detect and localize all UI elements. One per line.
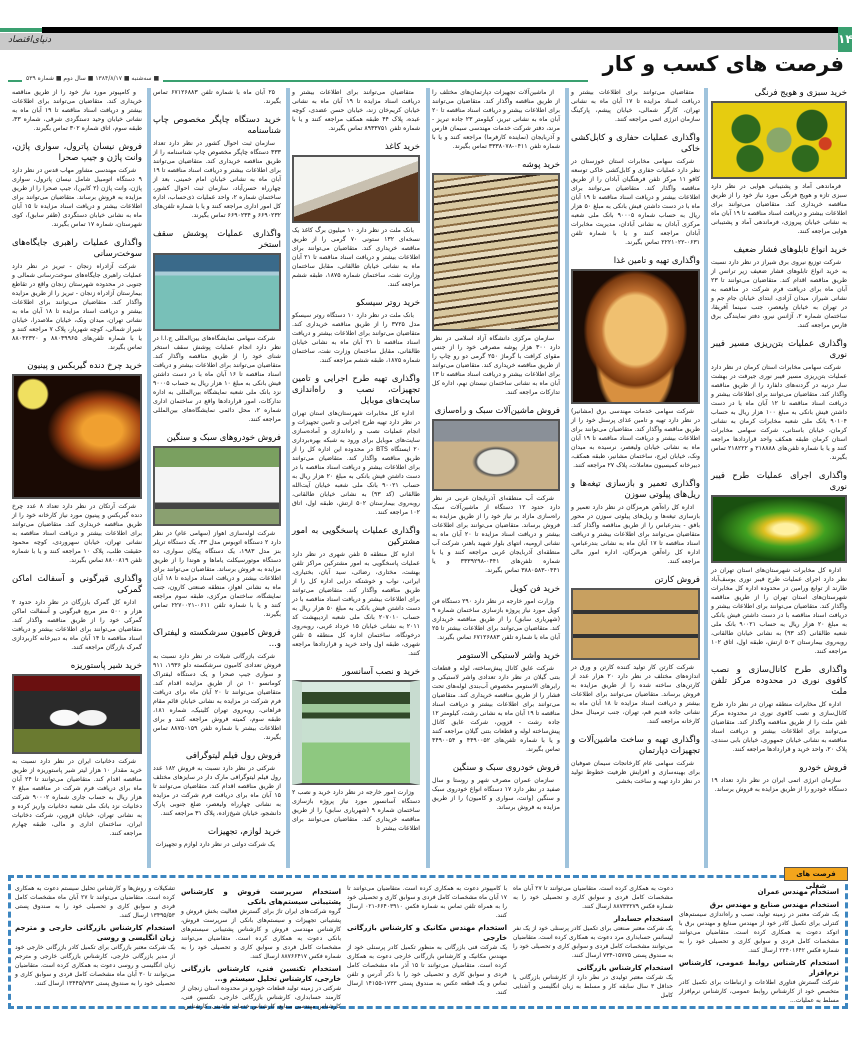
article-body: متقاضیان می‌توانند برای اطلاعات بیشتر و دریافت اسناد مزایده تا ۱۹ آبان ماه به نشانی خیابان کریم‌خان زند، خیابان حسن عضدی، کوچه عبده، پلاک ۴۴ طبقه همکف مراجعه کنند و یا با شماره تلفن ۸۹۳۳۷۵۱ تماس بگیرند.: [292, 89, 421, 132]
news-article: [711, 471, 847, 656]
job-title: استخدام مهندس مکانیک و کارشناس بازرگانی خارجی: [347, 924, 507, 942]
article-body: شرکت توزیع نیروی برق شیراز در نظر دارد نسبت به خرید انواع تابلوهای فشار ضعیف زیر ترانس از طریق مناقصه اقدام کند. متقاضیان می‌توانند تا ۲۳ آبان ماه برای دریافت فرم شرکت در مناقصه به نشانی شیراز، میدان آزادی، ابتدای خیابان جام جم و در تهران به خیابان ولیعصر، جنب سینما آفریقا، ساختمان شماره ۲، آژانس نیرو، دفتر نمایندگی برق فارس مراجعه کنند.: [711, 259, 847, 329]
article-body: شرکت سهامی عام کارخانجات سیمان صوفیان برای بهینه‌سازی و افزایش ظرفیت خطوط تولید در نظر دارد تهیه و ساخت بخشی: [571, 760, 700, 785]
article-headline: واگذاری طرح کانال‌سازی و نصب کافوی نوری در محدوده مرکز تلفن ملت: [711, 665, 847, 697]
news-article: [153, 115, 281, 220]
article-body: یک شرکت دولتی در نظر دارد لوازم و تجهیزات: [155, 841, 275, 848]
news-article: [153, 751, 281, 818]
article-body: شرکت آب منطقه‌ای آذربایجان غربی در نظر دارد حدود ۱۲ دستگاه از ماشین‌آلات سبک راه‌سازی مازاد بر نیاز خود را از طریق مزایده به فروش برساند. متقاضیان می‌توانند برای اطلاعات بیشتر و دریافت اسناد مزایده تا ۲۰ آبان ماه به نشانی ارومیه، انتهای بلوار شهید باهنر، شرکت آب منطقه‌ای آذربایجان غربی مراجعه کنند و یا با شماره تلفن‌های ۰۴۴۱-۳۳۳۹۲۹۸ و یا ۰۴۴۱-۳۸۸۰۵۸۳ تماس بگیرند.: [432, 495, 560, 574]
news-article: [571, 575, 700, 726]
news-article: [153, 88, 281, 106]
article-headline: خرید پوشه: [522, 160, 560, 170]
article-headline: واگذاری تهیه و ساخت ماشین‌آلات و تجهیزات دپارتمان: [571, 735, 700, 756]
news-article: [292, 142, 420, 289]
article-body: شرکت دخانیات ایران در نظر دارد نسبت به خرید مقدار ۱۰ هزار لیتر شیر پاستوریزه از طریق مناقصه اقدام کند. متقاضیان می‌توانند تا ۲۴ آبان ماه برای دریافت فرم شرکت در مناقصه مبلغ ۲ هزار ریال به حساب جاری شماره ۹۰۰۰۲ شرکت دخانیات نزد بانک ملی شعبه دخانیات واریز کرده و به نشانی تهران، خیابان قزوین، شرکت دخانیات ایران، ساختمان اداری و مالی، طبقه چهارم مراجعه کنند.: [12, 758, 143, 837]
job-description: یک شرکت معتبر تولیدی در نظر دارد از کارشناس بازرگانی با حداقل ۳ سال سابقه کار و مسلط به زبان انگلیسی و آشنایی کامل: [513, 974, 673, 999]
news-article: [711, 763, 847, 794]
article-body: شرکت عایق کانال پیش‌ساخته، لوله و قطعات بتنی گیلان در نظر دارد تعدادی واشر لاستیکی و رابرهای الاستومر مخصوص آب‌بندی لوله‌های تحت فشار را از طریق مناقصه خریداری کند. متقاضیان می‌توانند برای اطلاعات بیشتر و دریافت اسناد مناقصه تا ۱۹ آبان ماه به نشانی رشت، کیلومتر ۱۲ جاده رشت - قزوین، شرکت عایق کانال پیش‌ساخته لوله و قطعات بتنی گیلان مراجعه کنند و یا با شماره تلفن‌های ۴۴۹۰۰۵۲ و ۴۴۹۰۰۵۴ تماس بگیرند.: [432, 665, 561, 753]
article-body: و کامپیوتر مورد نیاز خود را از طریق مناقصه خریداری کند. متقاضیان می‌توانند برای اطلاعات بیشتر و دریافت اسناد مناقصه تا ۱۹ آبان ماه به نشانی خیابان وحید دستگردی شرقی، شماره ۳۳، طبقه سوم، اتاق شماره ۳۰۲ تماس بگیرند.: [12, 89, 142, 132]
article-headline: خرید کاغذ: [384, 142, 420, 152]
cartons-photo: [571, 588, 700, 660]
news-article: [12, 361, 142, 565]
news-article: [711, 339, 847, 462]
news-article: [432, 651, 560, 754]
news-article: [432, 160, 560, 397]
news-article: [12, 88, 142, 133]
news-article: [711, 665, 847, 754]
news-article: [292, 667, 420, 833]
article-headline: فروش رول فیلم لیتوگرافی: [185, 751, 281, 761]
paper-photo: [292, 155, 420, 223]
news-article: [153, 628, 281, 742]
news-article: [711, 245, 847, 330]
article-body: سازمان انرژی اتمی ایران در نظر دارد تعداد ۱۹ دستگاه خودرو را از طریق مزایده به فروش برساند.: [711, 777, 847, 793]
page-title: فرصت های کسب و کار: [602, 52, 844, 76]
article-headline: خرید فن کویل: [510, 584, 560, 594]
news-article: [432, 584, 560, 642]
article-body: سازمان ثبت احوال کشور در نظر دارد تعداد ۳۳۳ دستگاه چاپگر مخصوص چاپ شناسنامه را از طریق مناقصه خریداری کند. متقاضیان می‌توانند برای اطلاعات بیشتر و دریافت اسناد مناقصه تا ۱۹ آبان ماه به نشانی خیابان امام خمینی، بعد از چهارراه حسن‌آباد، سازمان ثبت احوال کشور، ساختمان شماره ۲، واحد عملیات ذی‌حساب، اداره کل امور اداری مراجعه کنند و یا با شماره تلفن‌های ۶۶۹۰۲۳۲ و ۶۶۹۰۲۳۴ تماس بگیرند.: [153, 140, 281, 219]
job-title: استخدام مهندس صنایع و مهندس برق: [709, 901, 839, 909]
jobs-column: [181, 884, 341, 1010]
news-column: [153, 88, 281, 868]
job-title: استخدام سرپرست فروش و کارشناس پشتیبانی سیستم‌های بانکی: [181, 888, 341, 906]
news-column: [711, 88, 847, 868]
news-article: [12, 574, 142, 652]
article-headline: فروش ماشین‌آلات سبک و راه‌سازی: [434, 406, 560, 416]
job-description: یک شرکت معتبر صنعتی برای تکمیل کادر پرسنلی خود از یک نفر لیسانس حسابداری مرد دعوت به همکاری کرده است. متقاضیان می‌توانند مشخصات کامل فردی و سوابق کاری و تحصیلی خود را به صندوق پستی ۱۵۷۷۵-۷۳۴ ارسال کنند.: [513, 925, 673, 959]
article-headline: واگذاری تهیه و تامین غذا: [613, 256, 700, 266]
article-headline: خرید لوازم، تجهیزات: [207, 827, 281, 837]
article-headline: فروش کارتن: [654, 575, 700, 585]
article-headline: واگذاری عملیات پوشش سقف استخر: [153, 229, 281, 250]
vegetables-photo: [711, 101, 847, 179]
article-headline: فروش کامیون سرشکسته و لیفتراک و...: [153, 628, 281, 649]
column-divider: [426, 88, 430, 868]
folders-photo: [432, 173, 560, 331]
jobs-column: [679, 884, 839, 1004]
article-body: از ماشین‌آلات تجهیزات دپارتمان‌های مختلف را از طریق مناقصه واگذار کند. متقاضیان می‌توانند برای اطلاعات بیشتر و دریافت اسناد مناقصه تا ۲۰ آبان ماه به نشانی تبریز، کیلومتر ۲۳ جاده تبریز - مرند، دفتر شرکت خدمات مهندسی سیمان فارس و آذربایجان (نماینده کارفرما) مراجعه کنند و یا با شماره تلفن ۰۴۱۱-۳۳۳۸۰۷۸ تماس بگیرند.: [432, 89, 561, 150]
news-article: [432, 763, 560, 812]
article-headline: واگذاری عملیات حفاری و کابل‌کشی خاکی: [571, 133, 700, 154]
article-body: بانک ملت در نظر دارد ۱۰ دستگاه روتر سیسکو مدل ۳۷۲۵ را از طریق مناقصه خریداری کند. متقاضیان می‌توانند برای اطلاعات بیشتر و دریافت اسناد مناقصه تا ۲۱ آبان ماه به نشانی خیابان طالقانی، مقابل ساختمان وزارت نفت، ساختمان شماره ۱۸۷۵، طبقه ششم مراجعه کنند.: [292, 312, 420, 364]
food-photo: [571, 269, 700, 404]
news-article: [292, 374, 420, 517]
article-headline: فروش خودروی سبک و سنگین: [452, 763, 560, 773]
issue-info: ■ سه‌شنبه ■ ۱۳۸۴/۸/۱۷ ■ سال دوم ■ شماره ۵۳۹: [22, 75, 163, 82]
news-article: [12, 238, 142, 352]
article-body: شرکت لوله‌سازی اهواز (سهامی عام) در نظر دارد ۲ دستگاه اتوبوس مدل ۴۳، یک دستگاه تریلر بنز مدل ۱۹۸۳، یک دستگاه پیکان سواری، ده دستگاه موتورسیکلت یاماها و هوندا را از طریق مزایده به فروش برساند. متقاضیان می‌توانند برای اطلاعات بیشتر و دریافت اسناد مزایده تا ۱۸ آبان ماه به نشانی اهواز، منطقه صنعتی کارون، جنب نمایشگاه، ساختمان مرکزی، طبقه سوم مراجعه کنند و یا با شماره تلفن ۰۶۱۱-۲۲۷۰۰۲۱ تماس بگیرند.: [153, 530, 281, 618]
news-article: [12, 661, 142, 838]
news-article: [292, 526, 420, 658]
news-article: [153, 827, 281, 849]
news-article: [432, 406, 560, 575]
column-divider: [704, 88, 708, 868]
news-article: [292, 298, 420, 365]
job-description: دعوت به همکاری کرده است. متقاضیان می‌توانند تا ۲۷ آبان ماه مشخصات کامل فردی و سوابق کاری و تحصیلی خود را به شماره فکس ۸۸۷۳۳۲۷۹ ارسال کنند.: [513, 885, 674, 910]
news-article: [153, 433, 281, 619]
article-headline: خرید واشر لاستیکی الاستومر: [457, 651, 560, 661]
job-title: استخدام مهندس عمران: [757, 888, 839, 896]
article-body: شرکت سهامی مخابرات استان کرمان در نظر دارد عملیات بتن‌ریزی مسیر فیبر نوری جیرفت در بهشت سار درنیه در گردنه‌های دلفارد را از طریق مناقصه واگذار کند. متقاضیان می‌توانند برای اطلاعات بیشتر و دریافت اسناد مناقصه تا ۱۲ آبان ماه با در دست داشتن فیش بانکی به مبلغ ۱۰۰ هزار ریال به حساب ۹۰۱۰۴ بانک ملی شعبه مخابرات کرمان به نشانی کرمان، خیابان باستانی، شرکت سهامی مخابرات استان کرمان طبقه همکف واحد قراردادها مراجعه کنند و یا با شماره تلفن‌های ۲۱۸۸۸۸ و ۲۱۸۲۲۲ تماس بگیرند.: [711, 364, 848, 461]
article-body: شرکت سهامی نمایشگاه‌های بین‌المللی ج.ا.ا در نظر دارد انجام عملیات پوشش سقف استخر شنای خود را از طریق مناقصه واگذار کند. متقاضیان می‌توانند برای اطلاعات بیشتر و دریافت اسناد مناقصه تا ۱۶ آبان ماه با در دست داشتن فیش بانکی به مبلغ ۱۰ هزار ریال به حساب ۹۰۰۰۵ نزد بانک ملی شعبه نمایشگاه بین‌المللی به اداره تدارکات، امور قراردادها واقع در ساختمان اداری شماره ۲، محل دائمی نمایشگاه‌های بین‌المللی مراجعه کنند.: [153, 335, 282, 423]
article-body: سازمان عمران مصرف شهر و روستا و سال صفید در نظر دارد ۱۷ دستگاه انواع خودروی سبک و سنگین (وانت، سواری و کامیون) را از طریق مزایده به فروش برساند.: [432, 777, 560, 811]
jobs-section-label: فرصت های شغلی: [784, 867, 848, 881]
bulldozer-photo: [432, 419, 560, 491]
article-body: شرکت آزادراه زنجان - تبریز در نظر دارد عملیات راهبری جایگاه‌های سوخت‌رسانی شمالی و جنوبی در محدوده شهرستان زنجان واقع در تقاطع بیمارستان آزادراه زنجان - تبریز را از طریق مزایده واگذار کند. متقاضیان می‌توانند برای اطلاعات بیشتر و دریافت اسناد مزایده تا ۱۸ آبان ماه به نشانی تهران، میدان ونک، خیابان ملاصدرا، خیابان شیراز شمالی، کوچه شهریار، پلاک ۷ مراجعه کنند و یا با شماره تلفن‌های ۸۸۰۳۹۹۶۵ و ۸۸۰۴۲۳۲۰ تماس بگیرند.: [12, 263, 143, 351]
article-headline: خرید شیر پاستوریزه: [70, 661, 142, 671]
jobs-section: [8, 875, 848, 1009]
column-divider: [147, 88, 151, 868]
news-column: [292, 88, 420, 868]
article-body: سازمان مرکزی دانشگاه آزاد اسلامی در نظر دارد ۳۰۰ هزار پوشه مصرفی خود را از جنس مقوای کرافت با گرماژ ۲۵۰ گرمی دو رو چاپ را از طریق مناقصه خریداری کند. متقاضیان می‌توانند برای اطلاعات بیشتر و دریافت اسناد مناقصه تا ۱۳ آبان ماه به نشانی ساختمان نیستان نهم، اداره کل تدارکات مراجعه کنند.: [432, 335, 560, 396]
news-article: [571, 256, 700, 470]
article-body: شرکت کارتن کار تولید کننده کارتن و ورق در اندازه‌های مختلف در نظر دارد ۲۰ هزار عدد از کارتن‌های ساخته شده را از طریق مزایده به فروش برساند. متقاضیان می‌توانند برای اطلاعات بیشتر و دریافت اسناد مزایده تا ۱۸ آبان ماه به نشانی جاده قدیم قم، تهران، جنب ترمینال محل کارخانه مراجعه کنند.: [571, 664, 701, 725]
article-headline: خرید روتر سیسکو: [356, 298, 420, 308]
jobs-column: [15, 884, 175, 1004]
article-headline: خرید سبزی و هویج فرنگی: [754, 88, 847, 98]
article-body: اداره کل مخابرات شهرستان‌های استان تهران در نظر دارد تهیه طرح اجرایی و تامین تجهیزات و انجام عملیات نصب و راه‌اندازی و آماده‌سازی سایت‌های موبایل برای ورود به شبکه بهره‌برداری ۲۰ ایستگاه BTS در محدوده این اداره کل را از طریق مناقصه واگذار کند. متقاضیان می‌توانند برای اطلاعات بیشتر و دریافت اسناد مناقصه با در دست داشتن فیش بانکی به مبلغ ۲۰ هزار ریال به حساب ۹۰۰۲۱ بانک ملی شعبه خیابان آیت‌الله طالقانی (کد ۹۳) به نشانی خیابان طالقانی، روبه‌روی بیمارستان ۵۰۲ ارتش، طبقه اول، اتاق ۱۰۲ مراجعه کنند.: [292, 410, 421, 516]
article-body: بانک ملت در نظر دارد ۱۰ میلیون برگ کاغذ یک نسخه‌ای ۱۳۲ ستونی ۷۰ گرمی را از طریق مناقصه خریداری کند. متقاضیان می‌توانند برای اطلاعات بیشتر و دریافت اسناد مناقصه تا ۲۱ آبان ماه به نشانی خیابان طالقانی، مقابل ساختمان وزارت نفت، ساختمان شماره ۱۸۷۵، طبقه ششم مراجعه کنند.: [292, 227, 420, 288]
article-body: شرکتی در نظر دارد نسبت به فروش ۱۸۲ عدد رول فیلم لیتوگرافی مارک دار در سایزهای مختلف از طریق مناقصه اقدام کند. متقاضیان می‌توانند تا ۱۵ آبان ماه برای دریافت فرم شرکت در مزایده به نشانی چهارراه ولیعصر، ضلع جنوبی پارک دانشجو، خیابان شیخ‌زاده، پلاک ۳۱ مراجعه کنند.: [153, 765, 281, 817]
newspaper-logo: دنیای‌اقتصاد: [8, 35, 52, 45]
article-body: ۲۵ آبان ماه با شماره تلفن ۶۷۱۲۶۸۸۳ تماس بگیرند.: [153, 89, 281, 105]
article-body: فرماندهی آماد و پشتیبانی هوایی در نظر دارد سبزی تازه و هویج فرنگی مورد نیاز خود را از طریق مناقصه خریداری کند. متقاضیان می‌توانند برای اطلاعات بیشتر و دریافت اسناد مناقصه تا ۱۹ آبان ماه به نشانی خیابان پیروزی، فرماندهی آماد و پشتیبانی هوایی مراجعه کنند.: [711, 183, 848, 235]
job-title: استخدام کارشناس روابط عمومی، کارشناس نرم‌افزار: [679, 959, 839, 977]
article-body: شرکت سهامی خدمات مهندسی برق (مشانیر) در نظر دارد تهیه و تامین غذای پرسنل خود را از طریق مناقصه واگذار کند. متقاضیان می‌توانند برای اطلاعات بیشتر و دریافت اسناد مناقصه تا ۱۹ آبان ماه به نشانی خیابان ولیعصر، نرسیده به میدان ونک، خیابان ایرج، ساختمان مشانیر، طبقه همکف، دبیرخانه کمیسیون معاملات، پلاک ۲۷ مراجعه کنند.: [571, 408, 700, 469]
news-column: [12, 88, 142, 868]
news-article: [432, 88, 560, 151]
article-body: متقاضیان می‌توانند برای اطلاعات بیشتر و دریافت اسناد مزایده تا ۱۷ آبان ماه به نشانی تهران، کارگر شمالی، خیابان پیشم، پارکینگ سازمان انرژی اتمی مراجعه کنند.: [571, 89, 700, 123]
header-band: [0, 33, 838, 50]
article-headline: واگذاری عملیات راهبری جایگاه‌های سوخت‌رسانی: [12, 238, 142, 259]
job-title: استخدام تکنسین فنی، کارشناس بازرگانی خارجی، کارشناس تحلیل سیستم و...: [181, 965, 341, 983]
column-divider: [565, 88, 569, 868]
job-description: شرکت گسترش فناوری اطلاعات و ارتباطات برای تکمیل کادر متخصص خود از کارشناس روابط عمومی، کارشناس نرم‌افزار مسلط به عملیات...: [679, 979, 839, 1004]
article-headline: فروش خودروهای سبک و سنگین: [166, 433, 281, 443]
article-body: اداره کل گمرک بازرگان در نظر دارد حدود ۲ هزار و ۵۰۰ متر مربع قیرگونی و آسفالت اماکن گمرکی خود را از طریق مناقصه واگذار کند. متقاضیان می‌توانند برای اطلاعات بیشتر و دریافت اسناد مناقصه تا ۱۴ آبان ماه به دبیرخانه کاربردازی گمرک بازرگان مراجعه کنند.: [12, 599, 143, 651]
job-description: تشکیلات و روش‌ها و کارشناس تحلیل سیستم دعوت به همکاری کرده است. متقاضیان می‌توانند تا ۲۷ آبان ماه مشخصات کامل فردی و سوابق کاری و تحصیلی خود را به صندوق پستی ۱۳۴۹۵/۵۳ ارسال کنند.: [15, 885, 175, 919]
article-headline: واگذاری عملیات پاسخگویی به امور مشترکین: [292, 526, 420, 547]
article-headline: خرید دستگاه چاپگر مخصوص چاپ شناسنامه: [153, 115, 281, 136]
news-column: [571, 88, 700, 868]
job-title: استخدام کارشناس بازرگانی خارجی و مترجم زبان انگلیسی و روسی: [15, 924, 175, 942]
jobs-column: [513, 884, 673, 1004]
job-description: شرکتی در زمینه تولید قطعات خودرو در محدوده استان زنجان از کارمند حسابداری، کارشناس بازرگانی خارجی، تکنسین فنی، کارشناس مهندسی صنایع، کارشناس خدمات ماشینی، کارشناس: [181, 985, 341, 1010]
job-description: یک شرکت معتبر در زمینه تولید، نصب و راه‌اندازی سیستم‌های کنترلی برای تکمیل کادر خود از مهندس صنایع و مهندس برق با اتوکد دعوت به همکاری کرده است. متقاضیان می‌توانند مشخصات کامل فردی و سوابق کاری و تحصیلی خود را به شماره فکس ۲۲۴۰۱۶۴۲ ارسال کنند.: [679, 911, 839, 954]
article-headline: واگذاری قیرگونی و آسفالت اماکن گمرکی: [12, 574, 142, 595]
news-article: [292, 88, 420, 133]
article-body: شرکت آرتکان در نظر دارد تعداد ۸ عدد چرخ دنده گیربکس و پینیون مورد نیاز کارخانه خود را از طریق مناقصه خریداری کند. متقاضیان می‌توانند برای اطلاعات بیشتر و دریافت اسناد مناقصه به نشانی تهران، خیابان سهروردی، کوچه محمود حقیقت طلب، پلاک ۱۰ مراجعه کنند و یا با شماره تلفن ۸۸۰۰۸۱۹ تماس بگیرند.: [12, 503, 142, 564]
article-headline: واگذاری اجرای عملیات طرح فیبر نوری: [711, 471, 847, 492]
news-article: [571, 133, 700, 247]
page-number: ۱۴: [838, 27, 852, 52]
news-article: [571, 479, 700, 566]
elevator-photo: [292, 680, 420, 785]
article-headline: خرید و نصب آسانسور: [342, 667, 420, 677]
job-title: استخدام کارشناس بازرگانی: [576, 964, 673, 972]
article-headline: فروش نیسان پاترول، سواری پاژن، وانت پاژن و جیپ صحرا: [12, 142, 142, 163]
news-article: [12, 142, 142, 229]
article-body: وزارت امور خارجه در نظر دارد ۲۹۰ دستگاه فن کویل مورد نیاز پروژه بازسازی ساختمان شماره ۹ (شهریاری سابق) را از طریق مناقصه خریداری کند. متقاضیان می‌توانند برای اطلاعات بیشتر تا ۲۵ آبان ماه با شماره تلفن ۶۷۱۲۶۸۸۳ تماس بگیرند.: [432, 598, 560, 641]
jobs-column: [347, 884, 507, 1004]
article-headline: واگذاری عملیات بتن‌ریزی مسیر فیبر نوری: [711, 339, 847, 360]
job-title: استخدام حسابدار: [613, 915, 673, 923]
news-article: [571, 735, 700, 786]
job-description: یک شرکت معتبر بازرگانی برای تکمیل کادر بازرگانی خارجی خود از مدیر بازرگانی خارجی، کارشناس بازرگانی خارجی و مترجم زبان انگلیسی و روسی دعوت به همکاری کرده است. متقاضیان می‌توانند تا ۳۰ آبان ماه مشخصات کامل فردی و سوابق کاری و تحصیلی خود را به صندوق پستی ۱۳۴۴۵/۷۹۳ ارسال کنند.: [15, 944, 175, 987]
news-column: [432, 88, 560, 868]
article-body: وزارت امور خارجه در نظر دارد خرید و نصب ۲ دستگاه آسانسور مورد نیاز پروژه بازسازی ساختمان شماره ۹ (شهریاری سابق) را از طریق مناقصه خریداری کند. متقاضیان می‌توانند برای اطلاعات بیشتر تا: [292, 789, 420, 832]
article-body: اداره کل راه‌آهن هرمزگان در نظر دارد تعمیر و بازسازی تیغه‌ها و ریل‌های پیلوتی سوزن در محور بافق - بندرعباس را از طریق مناقصه واگذار کند. متقاضیان می‌توانند برای اطلاعات بیشتر و دریافت اسناد مناقصه تا ۱۷ آبان ماه به نشانی بندرعباس، اداره کل راه‌آهن هرمزگان، اداره امور مالی مراجعه کنند.: [571, 504, 700, 565]
job-description: با کامپیوتر دعوت به همکاری کرده است. متقاضیان می‌توانند تا ۱۷ آبان ماه مشخصات کامل فردی و سوابق کاری و تحصیلی خود را به همراه تلفن تماس به شماره فکس ۶۶۴۰۳۹۱۰-۰۲۱ ارسال کنند.: [347, 885, 507, 919]
fiber-photo: [711, 495, 847, 563]
article-headline: واگذاری تعمیر و بازسازی تیغه‌ها و ریل‌های پیلوتی سوزن: [571, 479, 700, 500]
article-body: اداره کل مخابرات منطقه تهران در نظر دارد طرح کانال‌سازی و نصب کافوی نوری در محدوده مرکز تلفن ملت را از طریق مناقصه واگذار کند. متقاضیان می‌توانند برای اطلاعات بیشتر و دریافت اسناد مناقصه به نشانی خیابان جمهوری، خیابان بابی سندی، پلاک ۲۰، واحد خرید و قراردادها مراجعه کنند.: [711, 701, 847, 753]
column-divider: [286, 88, 290, 868]
article-headline: خرید چرخ دنده گیربکس و پینیون: [27, 361, 142, 371]
article-body: اداره کل منطقه ۵ تلفن شهری در نظر دارد عملیات پاسخگویی به امور مشترکین مراکز تلفن بهشت، مختاری، رضائی، سید آبان، بختیاری، ایرانی، نواب و خوشتکه درایی اداره کل را از طریق مناقصه واگذار کند. متقاضیان می‌توانند برای اطلاعات بیشتر و دریافت اسناد مناقصه با در دست داشتن فیش بانکی به مبلغ ۵۰ هزار ریال به حساب ۲۰۷۰۱۰ بانک ملی شعبه اردیبهشت کد ۲۰۱۱ به نشانی خیابان ۱۵ خرداد غربی، روبه‌روی درخونگاه، ساختمان اداره کل منطقه ۵ تلفن شهری، طبقه اول واحد خرید و قراردادها مراجعه کنند.: [292, 551, 421, 657]
pool-photo: [153, 253, 281, 331]
article-body: شرکت سهامی مخابرات استان خوزستان در نظر دارد عملیات حفاری و کابل‌کشی خاکی توسعه کافو ۱۱ مرکز تلفن فرهنگیان آبادان را از طریق مناقصه واگذار کند. متقاضیان می‌توانند برای اطلاعات بیشتر و دریافت اسناد مناقصه تا ۱۹ آبان ماه با در دست داشتن فیش بانکی به مبلغ ۵۰ هزار ریال به حساب شماره ۹۰۰۰۵ بانک ملی شعبه مرکزی آبادان به نشانی آبادان، مدیریت مخابرات آبادان مراجعه کنند و یا با شماره تلفن ۰۶۳۱-۲۲۲۱۰۲۲ تماس بگیرند.: [571, 158, 700, 246]
article-headline: فروش خودرو: [799, 763, 847, 773]
article-headline: خرید انواع تابلوهای فشار ضعیف: [733, 245, 847, 255]
job-description: یک شرکت فنی بازرگانی به منظور تکمیل کادر پرسنلی خود از مهندس مکانیک و کارشناس بازرگانی خارجی دعوت به همکاری کرده است. متقاضیان می‌توانند تا ۱۵ آذر ماه مشخصات کامل فردی و سوابق کاری و تحصیلی خود را با ذکر آدرس و تلفن تماس و یک قطعه عکس به صندوق پستی ۱۷۳۳-۱۴۱۵۵ ارسال کنند.: [347, 944, 507, 996]
article-body: شرکت مهندسی مشاور مهاب قدس در نظر دارد ۹ دستگاه اتومبیل شامل نیسان پاترول، سواری پاژن، وانت پاژن (۲ کابین)، جیپ صحرا را از طریق مزایده به فروش برساند. متقاضیان می‌توانند برای اطلاعات بیشتر و دریافت اسناد مزایده تا ۱۵ آبان ماه به نشانی خیابان دستگردی (ظفر سابق)، کوی شهرستان، شماره ۱۷ تماس بگیرند.: [12, 167, 142, 228]
bus-photo: [153, 446, 281, 526]
header-accent-bar: [0, 28, 42, 32]
article-headline: واگذاری تهیه طرح اجرایی و تامین تجهیزات، نصب و راه‌اندازی سایت‌های موبایل: [292, 374, 420, 406]
news-article: [571, 88, 700, 124]
article-body: شرکت بازرگانی شیلات در نظر دارد نسبت به فروش تعدادی کامیون سرشکسته دلو ۱۹۳۶، ۹۱۱ و سواری جیپ صحرا و یک دستگاه لیفتراک کوماتسو ۱۰ تن از طریق مزایده اقدام کند. متقاضیان می‌توانند تا ۲۰ آبان ماه برای دریافت فرم شرکت در مزایده به نشانی خیابان قائم مقام فراهانی، روبه‌روی تهران کلینیک، شماره ۱۸۱، طبقه سوم، کمیته فروش مراجعه کنند و برای اطلاعات بیشتر با شماره تلفن ۸۸۷۵۰۱۵۹ تماس بگیرند.: [153, 653, 282, 741]
milk-photo: [12, 674, 142, 754]
news-article: [153, 229, 281, 424]
news-article: [711, 88, 847, 236]
article-body: اداره کل مخابرات شهرستان‌های استان تهران در نظر دارد اجرای عملیات طرح فیبر نوری یوسف‌آباد طارند از توابع ورامین در محدوده اداره کل مخابرات شهرستان‌های استان تهران را از طریق مناقصه واگذار کند. متقاضیان می‌توانند برای اطلاعات بیشتر و دریافت اسناد مناقصه با در دست داشتن فیش بانکی به مبلغ ۲۰ هزار ریال به حساب ۹۰۰۲۱ بانک ملی شعبه طالقانی (کد ۹۳) به نشانی خیابان طالقانی، روبه‌روی بیمارستان ۵۰۲ ارتش، طبقه اول، اتاق ۱۰۲ مراجعه کنند.: [711, 567, 848, 655]
job-description: گروه شرکت‌های ایران تاژ برای گسترش فعالیت بخش فروش و پشتیبانی تجهیزات و سیستم‌های بانکی از سرپرست فروش، کارشناس مهندسی فروش و کارشناس پشتیبانی سیستم‌های بانکی دعوت به همکاری کرده است. متقاضیان می‌توانند مشخصات کامل فردی و سوابق کاری و تحصیلی خود را به شماره فکس ۸۸۷۶۶۴۱۷ ارسال کنند.: [181, 908, 341, 960]
gear-photo: [12, 374, 142, 499]
